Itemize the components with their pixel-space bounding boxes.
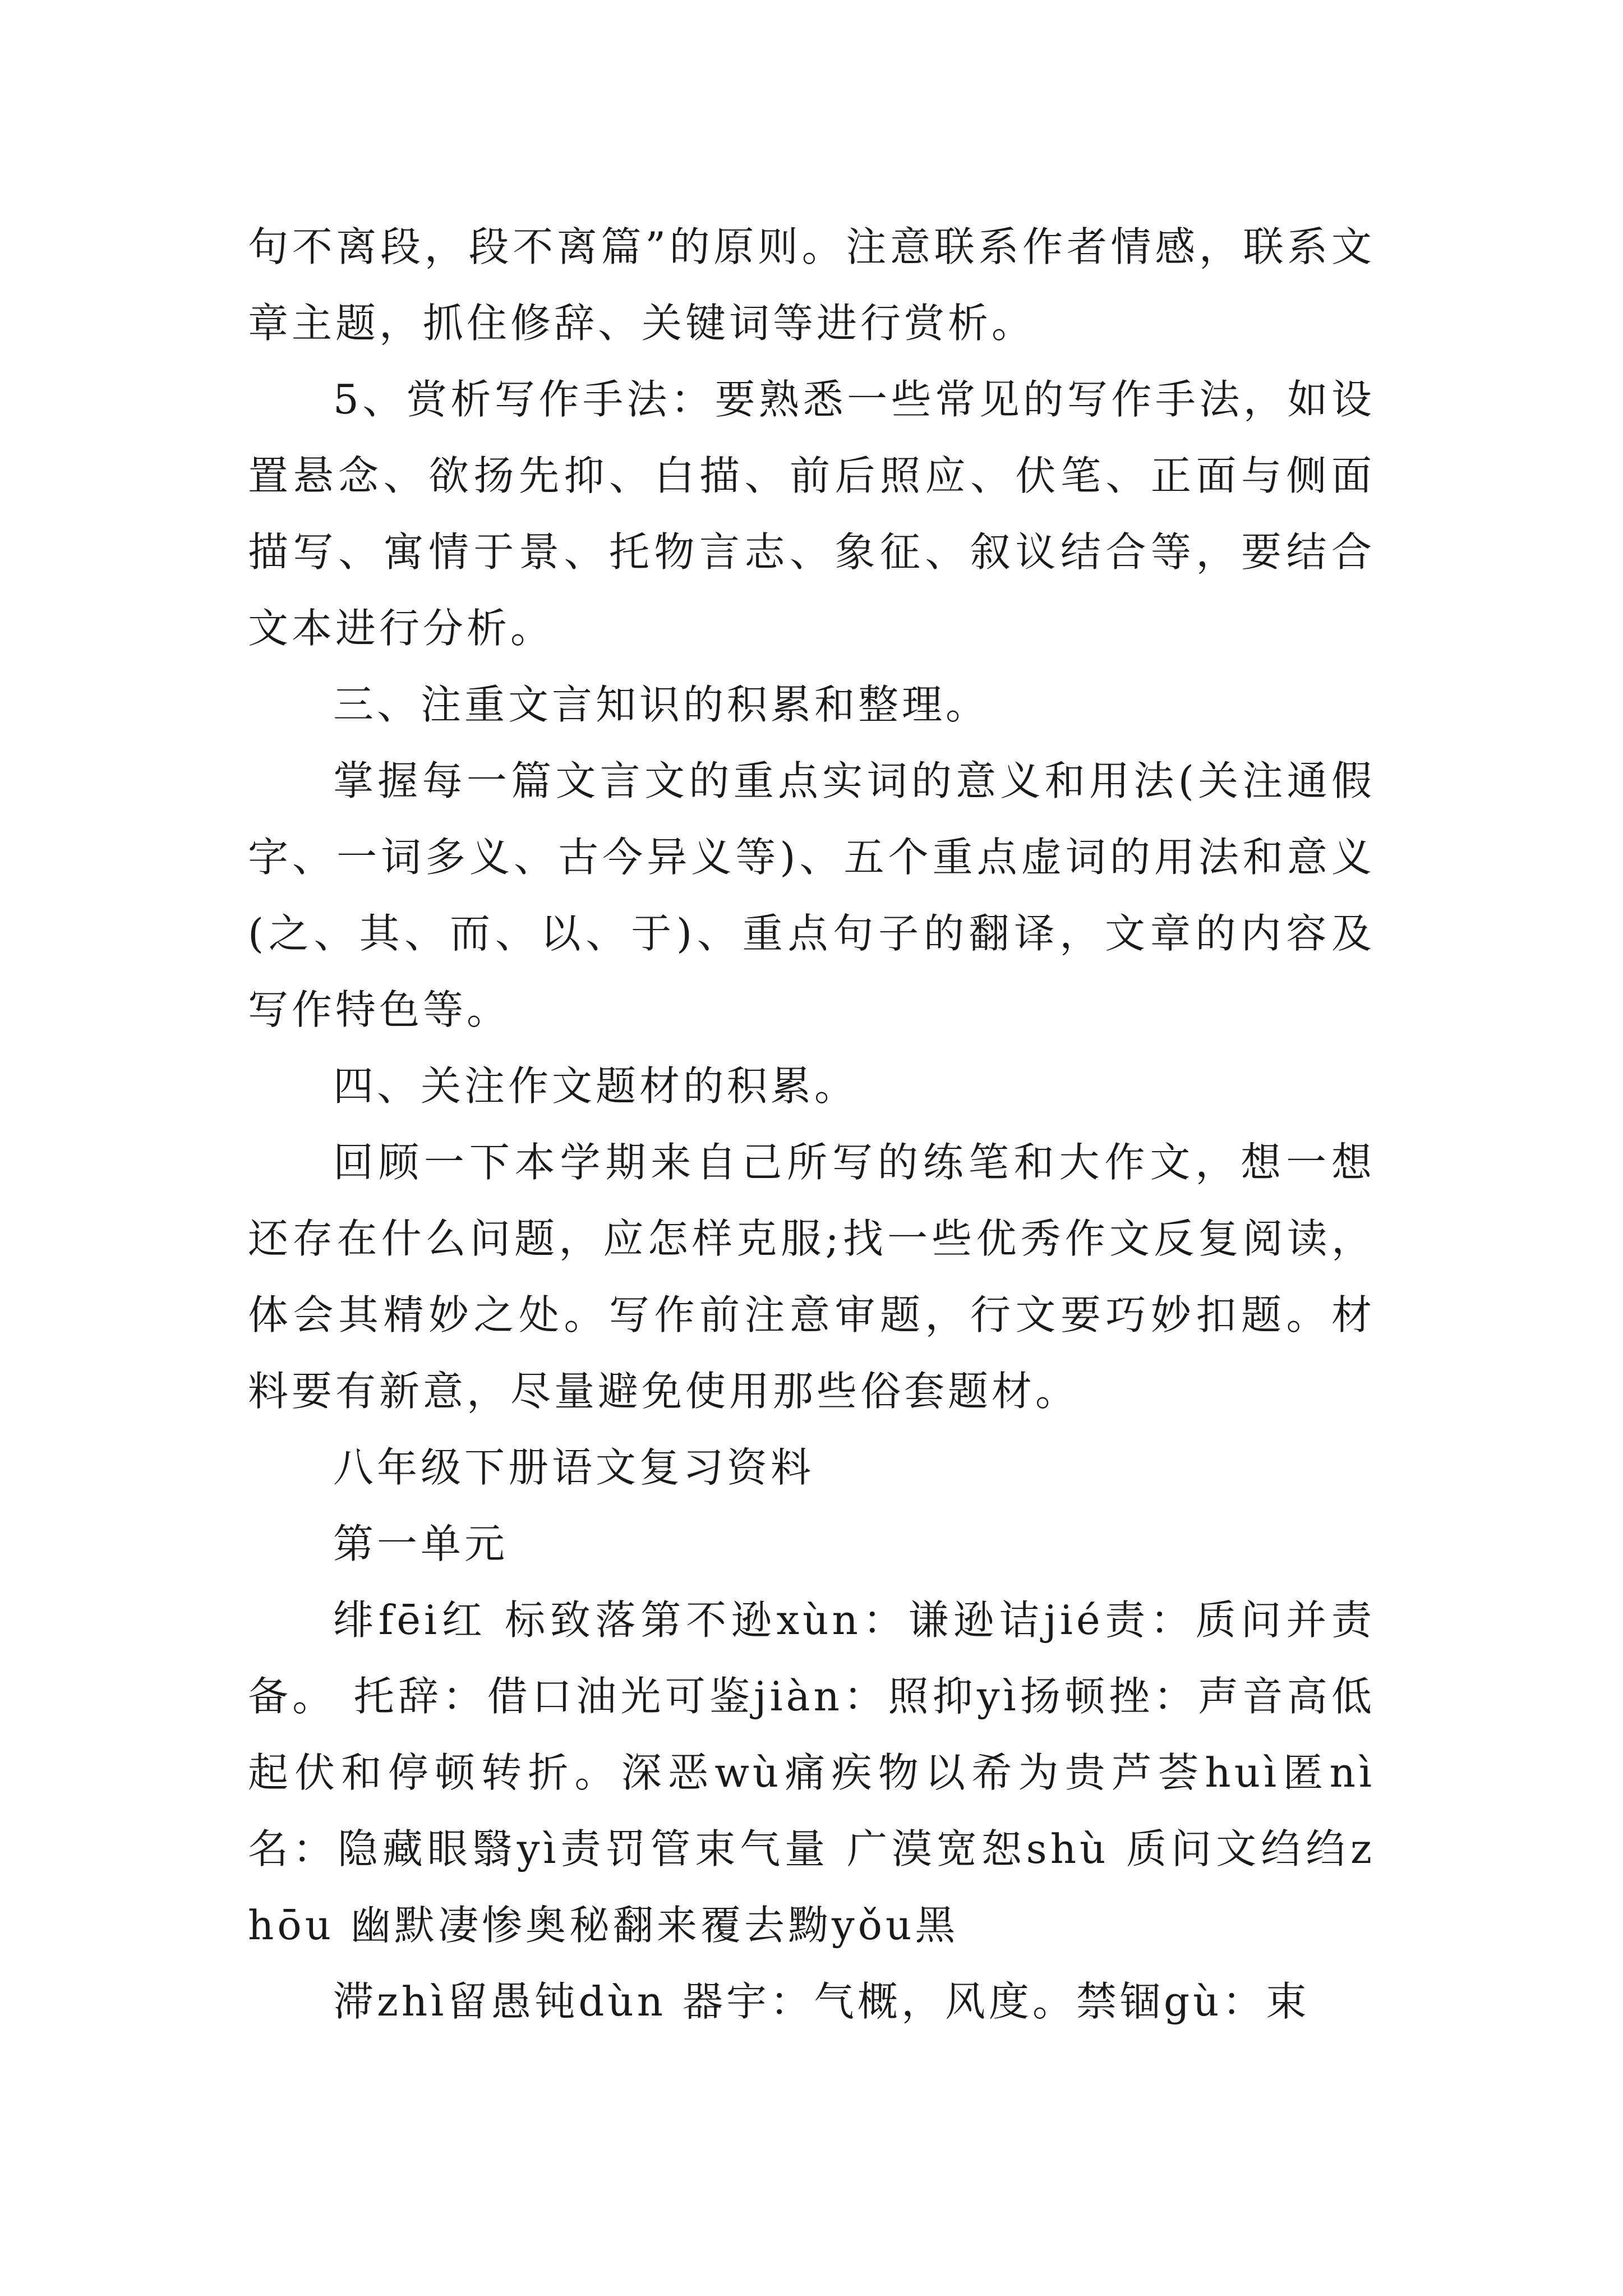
paragraph-vocabulary-list-continued: 滞zhì留愚钝dùn 器宇：气概，风度。禁锢gù：束 [333, 1978, 1310, 2025]
paragraph-appreciation-principle: 句不离段，段不离篇”的原则。注意联系作者情感，联系文章主题，抓住修辞、关键词等进行赏析。 [248, 223, 1375, 347]
heading-composition-material: 四、关注作文题材的积累。 [333, 1062, 859, 1110]
paragraph-composition-material: 回顾一下本学期来自己所写的练笔和大作文，想一想还存在什么问题，应怎样克服;找一些优秀作文反复阅读，体会其精妙之处。写作前注意审题，行文要巧妙扣题。材料要有新意，尽量避免使用那些俗套题材。 [248, 1139, 1375, 1415]
heading-classical-chinese: 三、注重文言知识的积累和整理。 [333, 681, 990, 728]
unit-title-unit-one: 第一单元 [333, 1520, 509, 1567]
section-title-review-materials: 八年级下册语文复习资料 [333, 1444, 815, 1491]
body-text [248, 209, 1375, 2040]
paragraph-classical-chinese: 掌握每一篇文言文的重点实词的意义和用法(关注通假字、一词多义、古今异义等)、五个重点虚词的用法和意义(之、其、而、以、于)、重点句子的翻译，文章的内容及写作特色等。 [248, 757, 1375, 1033]
paragraph-vocabulary-list: 绯fēi红 标致落第不逊xùn：谦逊诘jié责：质问并责备。 托辞：借口油光可鉴jiàn：照抑yì扬顿挫：声音高低起伏和停顿转折。深恶wù痛疾物以希为贵芦荟huì匿nì名：隐藏眼翳yì责罚管束气量 广漠宽恕shù 质问文绉绉zhōu 幽默凄惨奥秘翻来覆去黝yǒu黑 [248, 1596, 1375, 1949]
paragraph-writing-techniques: 5、赏析写作手法：要熟悉一些常见的写作手法，如设置悬念、欲扬先抑、白描、前后照应、伏笔、正面与侧面描写、寓情于景、托物言志、象征、叙议结合等，要结合文本进行分析。 [248, 376, 1375, 652]
